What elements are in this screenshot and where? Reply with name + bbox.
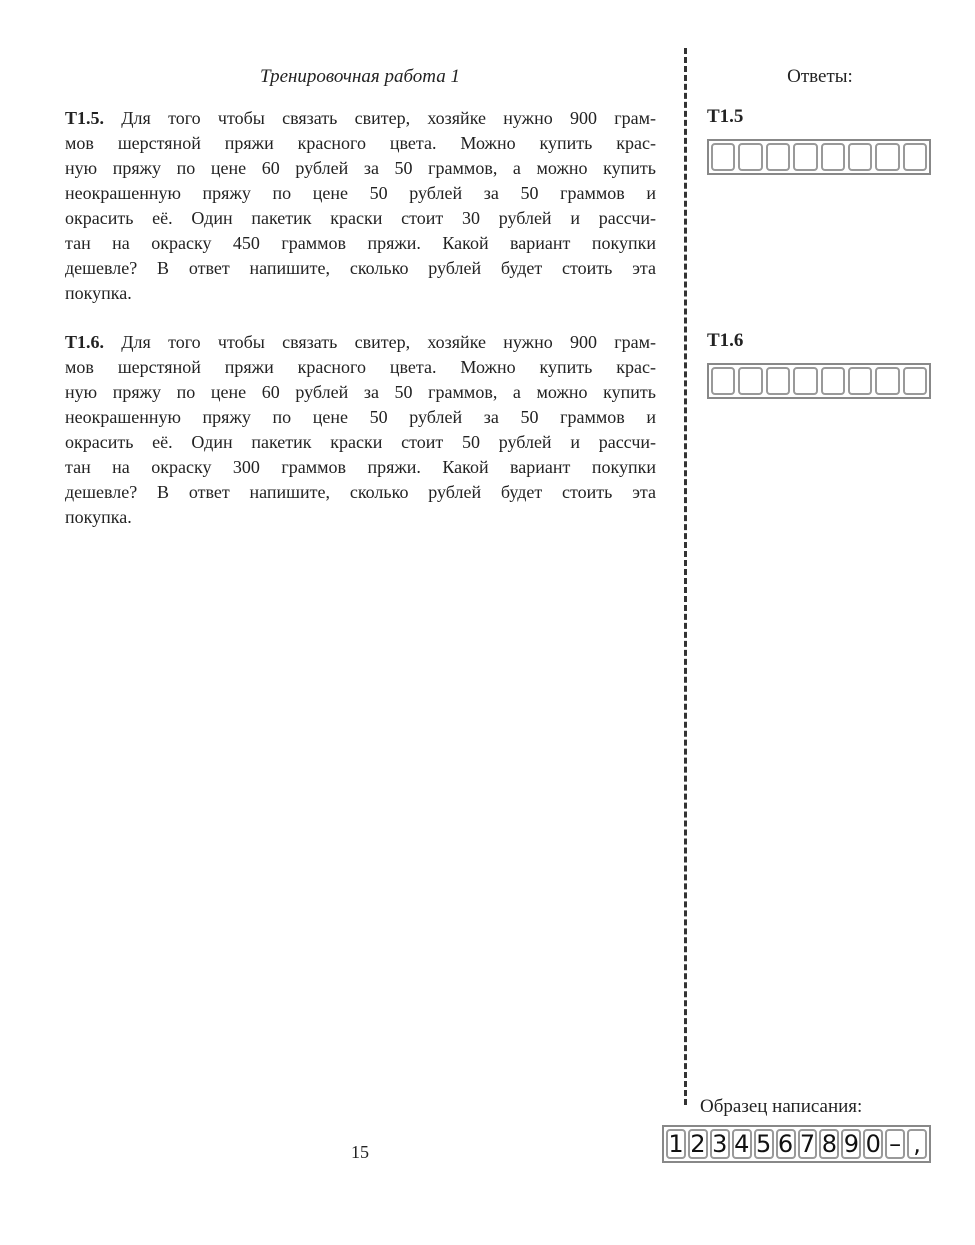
answer-cell[interactable] [821, 367, 845, 395]
answer-grid-t1-5[interactable] [707, 139, 931, 175]
task-line: неокрашенную пряжу по цене 50 рублей за 50 граммов и [65, 183, 656, 203]
sample-char: 4 [732, 1129, 752, 1159]
sample-char: 5 [754, 1129, 774, 1159]
task-line: мов шерстяной пряжи красного цвета. Можно купить крас- [65, 133, 656, 153]
answer-cell[interactable] [875, 143, 899, 171]
page-header-title: Тренировочная работа 1 [259, 66, 461, 87]
writing-sample-title: Образец написания: [700, 1096, 863, 1117]
answers-title: Ответы: [787, 66, 853, 87]
task-line: тан на окраску 450 граммов пряжи. Какой вариант покупки [65, 233, 656, 253]
answer-cell[interactable] [821, 143, 845, 171]
answer-cell[interactable] [793, 367, 817, 395]
answer-cell[interactable] [903, 367, 927, 395]
sample-char: 3 [710, 1129, 730, 1159]
sample-char: 1 [666, 1129, 686, 1159]
answer-cell[interactable] [848, 367, 872, 395]
sample-char: 7 [798, 1129, 818, 1159]
task-number: T1.5. [65, 108, 105, 128]
sample-char: 8 [819, 1129, 839, 1159]
task-line: ную пряжу по цене 60 рублей за 50 граммов, а можно купить [65, 382, 656, 402]
task-line: окрасить её. Один пакетик краски стоит 50 рублей и рассчи- [65, 432, 656, 452]
writing-sample-row [662, 1125, 931, 1163]
answer-cell[interactable] [738, 367, 762, 395]
answer-cell[interactable] [903, 143, 927, 171]
task-line: T1.6. Для того чтобы связать свитер, хозяйке нужно 900 грам- [65, 332, 656, 352]
answer-cell[interactable] [793, 143, 817, 171]
task-line: мов шерстяной пряжи красного цвета. Можно купить крас- [65, 357, 656, 377]
answer-cell[interactable] [766, 367, 790, 395]
sample-char: 6 [776, 1129, 796, 1159]
cut-line-divider [684, 48, 687, 1105]
answer-cell[interactable] [848, 143, 872, 171]
sample-char: , [907, 1129, 927, 1159]
task-line: окрасить её. Один пакетик краски стоит 30 рублей и рассчи- [65, 208, 656, 228]
page-number: 15 [351, 1142, 369, 1162]
task-line: ную пряжу по цене 60 рублей за 50 граммов, а можно купить [65, 158, 656, 178]
task-line: дешевле? В ответ напишите, сколько рублей будет стоить эта [65, 482, 656, 502]
task-line: дешевле? В ответ напишите, сколько рублей будет стоить эта [65, 258, 656, 278]
task-number: T1.6. [65, 332, 105, 352]
answer-cell[interactable] [766, 143, 790, 171]
sample-char: – [885, 1129, 905, 1159]
sample-char: 2 [688, 1129, 708, 1159]
task-t1-6 [65, 330, 656, 530]
answer-cell[interactable] [711, 367, 735, 395]
task-line: неокрашенную пряжу по цене 50 рублей за 50 граммов и [65, 407, 656, 427]
sample-char: 9 [841, 1129, 861, 1159]
answer-cell[interactable] [711, 143, 735, 171]
answer-cell[interactable] [875, 367, 899, 395]
task-t1-5 [65, 106, 656, 306]
answer-grid-t1-6[interactable] [707, 363, 931, 399]
answer-cell[interactable] [738, 143, 762, 171]
answer-label-t1-5: T1.5 [707, 106, 744, 127]
task-line: покупка. [65, 507, 132, 527]
task-line: тан на окраску 300 граммов пряжи. Какой вариант покупки [65, 457, 656, 477]
task-line: покупка. [65, 283, 132, 303]
answer-label-t1-6: T1.6 [707, 330, 744, 351]
task-line: T1.5. Для того чтобы связать свитер, хозяйке нужно 900 грам- [65, 108, 656, 128]
sample-char: 0 [863, 1129, 883, 1159]
